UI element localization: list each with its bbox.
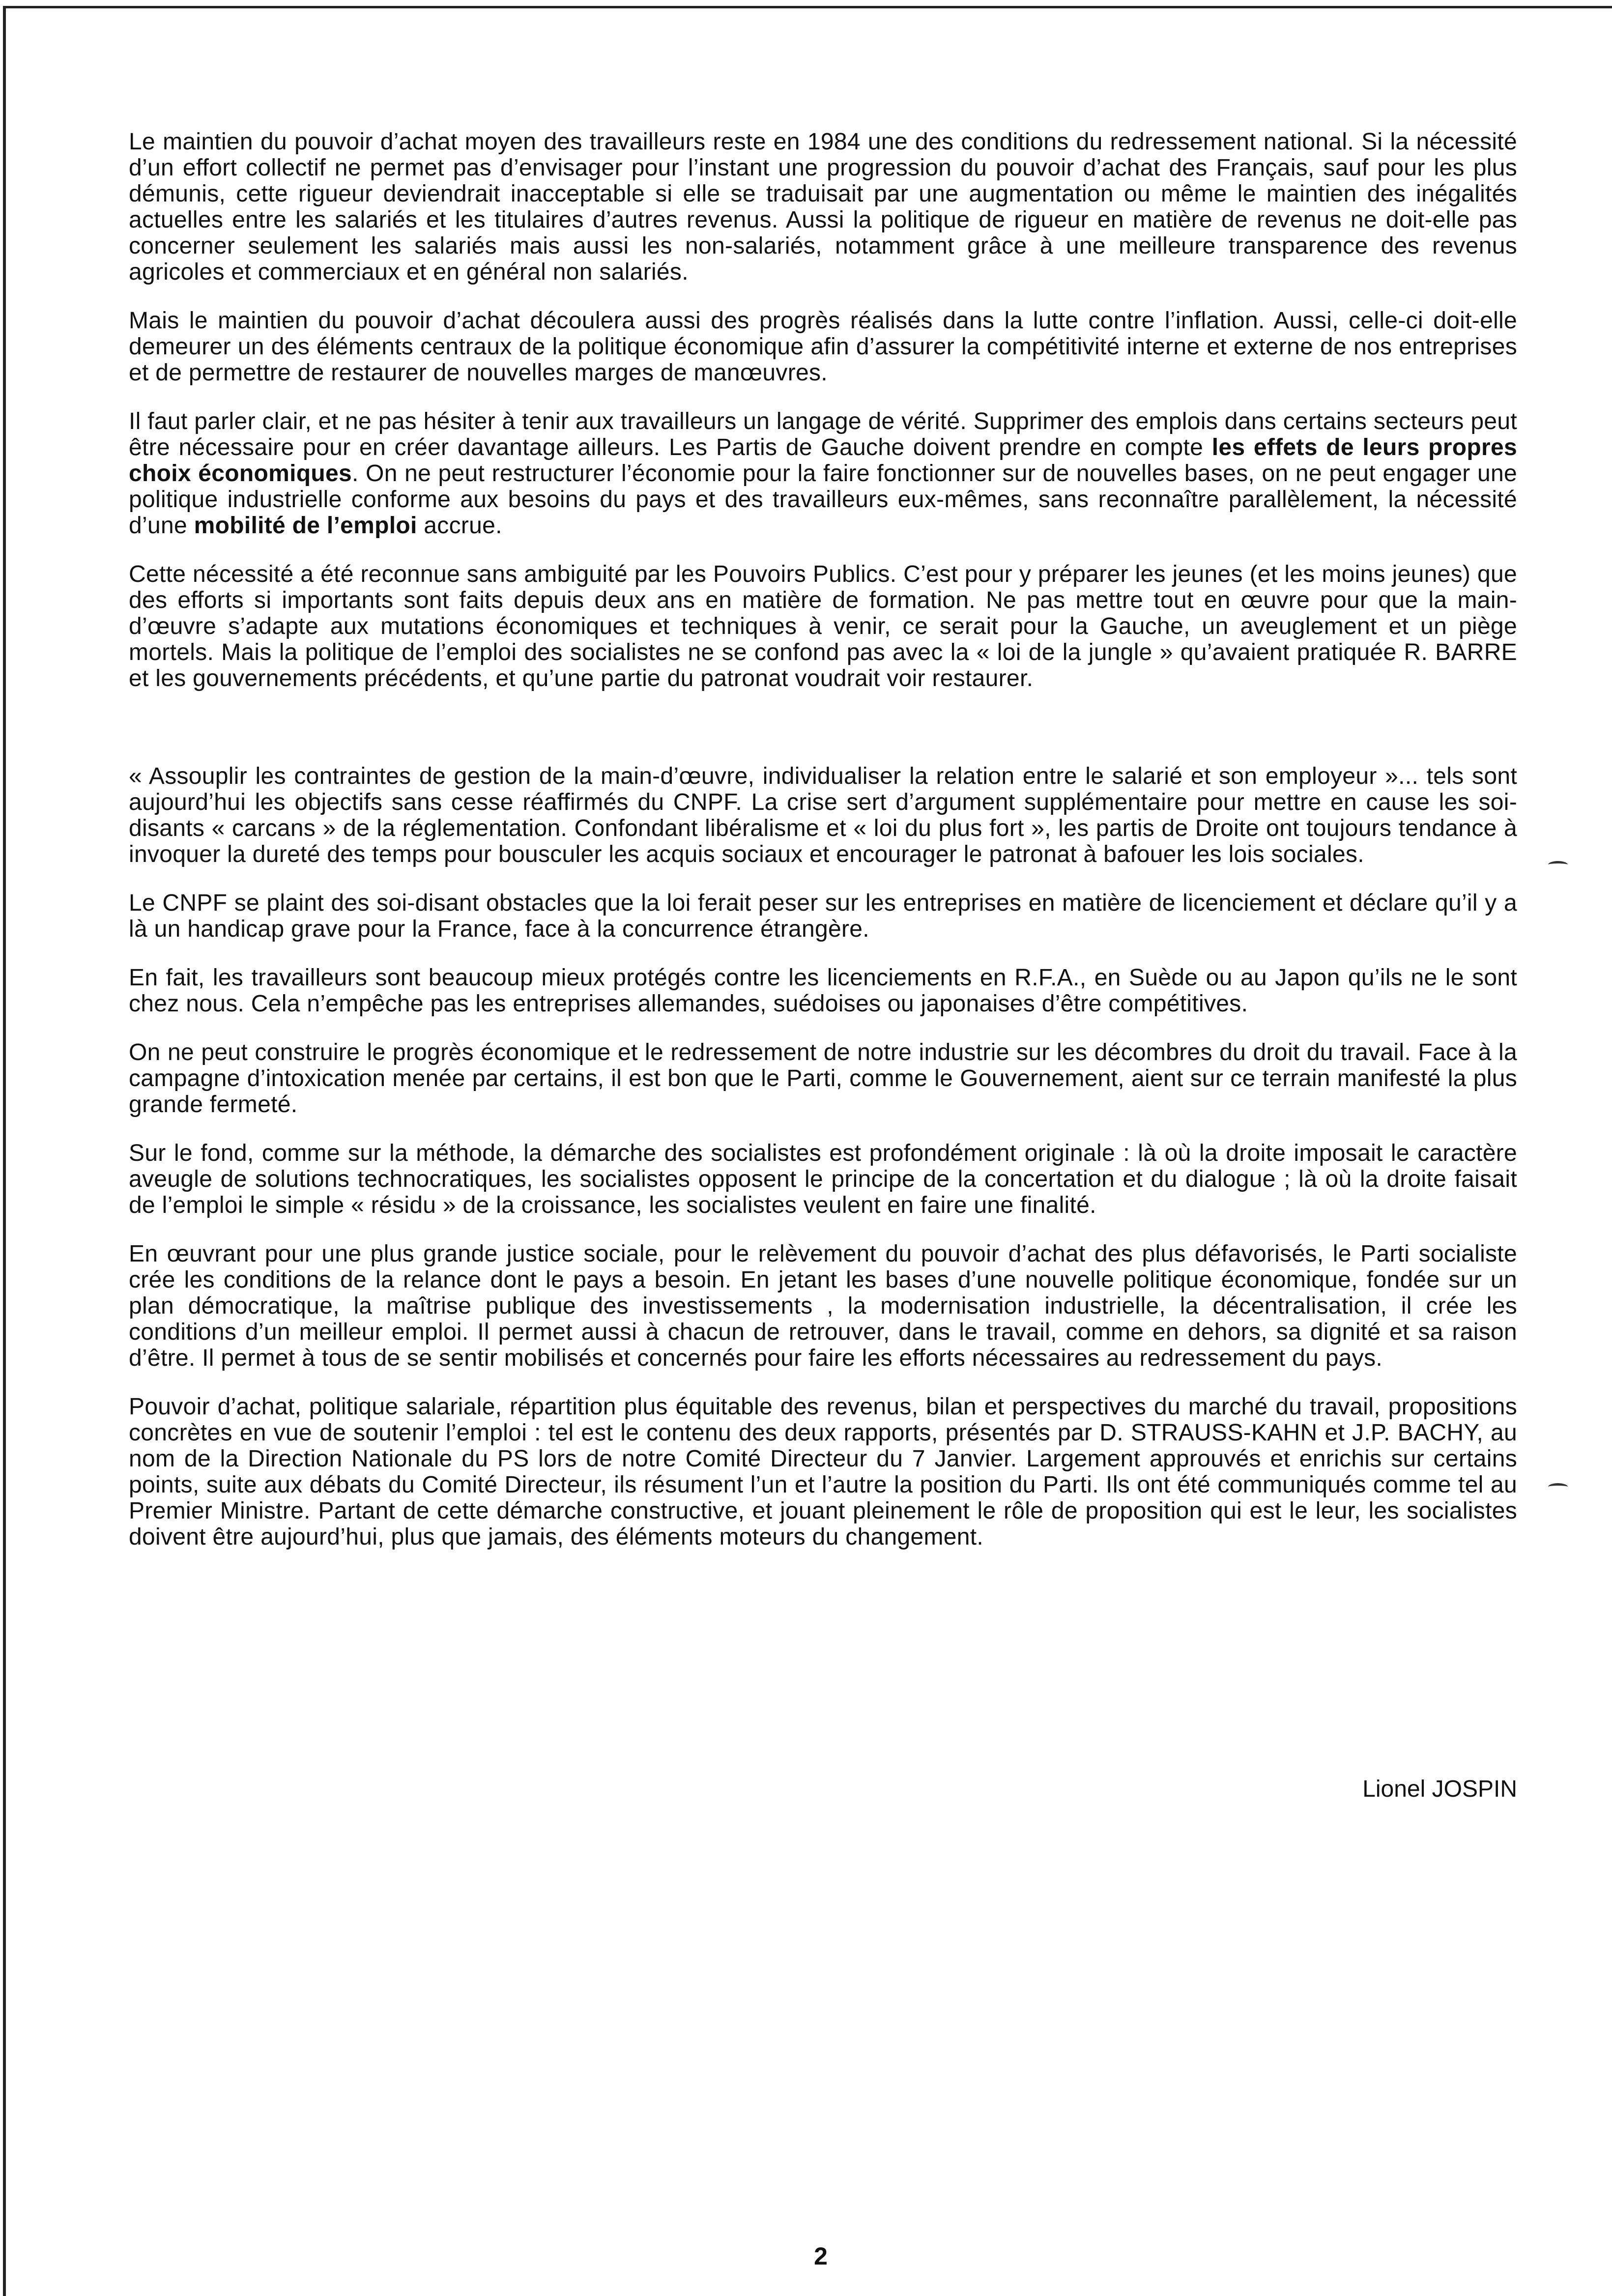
paragraph-text: . On ne peut restructurer l’économie pour la faire fonctionner sur de nouvelles bases, on ne peut engager une politique industrielle conforme aux besoins du pays et des travailleurs eux-mêmes, sans reconnaître parallèlement, la nécessité d’une <box>129 460 1518 539</box>
author-signature: Lionel JOSPIN <box>1362 1776 1517 1802</box>
paragraph-text: Le maintien du pouvoir d’achat moyen des travailleurs reste en 1984 une des conditions du redressement national. Si la nécessité d’un effort collectif ne permet pas d’envisager pour l’instant une progression du pouvoir d’achat des Français, sauf pour les plus démunis, cette rigueur deviendrait inacceptable si elle se traduisait par une augmentation ou même le maintien des inégalités actuelles entre les salariés et les titulaires d’autres revenus. Aussi la politique de rigueur en matière de revenus ne doit-elle pas concerner seulement les salariés mais aussi les non-salariés, notamment grâce à une meilleure transparence des revenus agricoles et commerciaux et en général non salariés. <box>129 129 1517 285</box>
paragraph-text: Mais le maintien du pouvoir d’achat découlera aussi des progrès réalisés dans la lutte contre l’inflation. Aussi, celle-ci doit-elle demeurer un des éléments centraux de la politique économique afin d’assurer la compétitivité interne et externe de nos entreprises et de permettre de restaurer de nouvelles marges de manœuvres. <box>129 308 1517 386</box>
section-gap <box>129 714 1517 763</box>
paragraph-justice-sociale: En œuvrant pour une plus grande justice sociale, pour le relèvement du pouvoir d’achat des plus défavorisés, le Parti socialiste crée les conditions de la relance dont le pays a besoin. En jetant les bases d’une nouvelle politique économique, fondée sur un plan démocratique, la maîtrise publique des investissements , la modernisation industrielle, la décentralisation, il crée les conditions d’un meilleur emploi. Il permet aussi à chacun de retrouver, dans le travail, comme en dehors, sa dignité et sa raison d’être. Il permet à tous de se sentir mobilisés et concernés pour faire les efforts nécessaires au redressement du pays. <box>129 1241 1517 1371</box>
paragraph-text: Cette nécessité a été reconnue sans ambiguité par les Pouvoirs Publics. C’est pour y préparer les jeunes (et les moins jeunes) que des efforts si importants sont faits depuis deux ans en matière de formation. Ne pas mettre tout en œuvre pour que la main-d’œuvre s’adapte aux mutations économiques et techniques à venir, ce serait pour la Gauche, un aveuglement et un piège mortels. Mais la politique de l’emploi des socialistes ne se confond pas avec la « loi de la jungle » qu’avaient pratiquée R. BARRE et les gouvernements précédents, et qu’une partie du patronat voudrait voir restaurer. <box>129 561 1517 691</box>
page-frame-top-edge <box>3 6 1612 8</box>
paragraph-text: accrue. <box>417 513 502 539</box>
margin-scan-mark <box>1548 861 1568 868</box>
paragraph-droit-du-travail: On ne peut construire le progrès économique et le redressement de notre industrie sur les décombres du droit du travail. Face à la campagne d’intoxication menée par certains, il est bon que le Parti, comme le Gouvernement, aient sur ce terrain manifesté la plus grande fermeté. <box>129 1039 1517 1118</box>
paragraph-methode-socialiste: Sur le fond, comme sur la méthode, la démarche des socialistes est profondément originale : là où la droite imposait le caractère aveugle de solutions technocratiques, les socialistes opposent le principe de la concertation et du dialogue ; là où la droite faisait de l’emploi le simple « résidu » de la croissance, les socialistes veulent en faire une finalité. <box>129 1140 1517 1218</box>
paragraph-formation <box>129 561 1517 691</box>
paragraph-parler-clair <box>129 408 1517 539</box>
paragraph-rapports-conclusion: Pouvoir d’achat, politique salariale, répartition plus équitable des revenus, bilan et perspectives du marché du travail, propositions concrètes en vue de soutenir l’emploi : tel est le contenu des deux rapports, présentés par D. STRAUSS-KAHN et J.P. BACHY, au nom de la Direction Nationale du PS lors de notre Comité Directeur du 7 Janvier. Largement approuvés et enrichis sur certains points, suite aux débats du Comité Directeur, ils résument l’un et l’autre la position du Parti. Ils ont été communiqués comme tel au Premier Ministre. Partant de cette démarche constructive, et jouant pleinement le rôle de proposition qui est le leur, les socialistes doivent être aujourd’hui, plus que jamais, des éléments moteurs du changement. <box>129 1394 1517 1550</box>
paragraph-pouvoir-achat <box>129 129 1517 285</box>
paragraph-cnpf-obstacles: Le CNPF se plaint des soi-disant obstacles que la loi ferait peser sur les entreprises en matière de licenciement et déclare qu’il y a là un handicap grave pour la France, face à la concurrence étrangère. <box>129 890 1517 942</box>
paragraph-cnpf-objectifs: « Assouplir les contraintes de gestion de la main-d’œuvre, individualiser la relation entre le salarié et son employeur »... tels sont aujourd’hui les objectifs sans cesse réaffirmés du CNPF. La crise sert d’argument supplémentaire pour mettre en cause les soi-disants « carcans » de la réglementation. Confondant libéralisme et « loi du plus fort », les partis de Droite ont toujours tendance à invoquer la dureté des temps pour bousculer les acquis sociaux et encourager le patronat à bafouer les lois sociales. <box>129 763 1517 867</box>
page-number: 2 <box>814 2242 828 2270</box>
paragraph-text: Il faut parler clair, et ne pas hésiter à tenir aux travailleurs un langage de vérité. Supprimer des emplois dans certains secteurs peut être nécessaire pour en créer davantage ailleurs. Les Partis de Gauche doivent prendre en compte <box>129 408 1517 460</box>
paragraph-comparaison-etrangere: En fait, les travailleurs sont beaucoup mieux protégés contre les licenciements en R.F.A., en Suède ou au Japon qu’ils ne le sont chez nous. Cela n’empêche pas les entreprises allemandes, suédoises ou japonaises d’être compétitives. <box>129 965 1517 1017</box>
bold-phrase-mobilite-emploi: mobilité de l’emploi <box>194 513 417 539</box>
page-frame-left-edge <box>3 6 6 2296</box>
bold-phrase-choix-economiques: les effets de leurs propres choix économiques <box>129 434 1517 487</box>
article-body <box>129 129 1517 1573</box>
paragraph-inflation <box>129 308 1517 386</box>
margin-scan-mark <box>1548 1483 1568 1491</box>
